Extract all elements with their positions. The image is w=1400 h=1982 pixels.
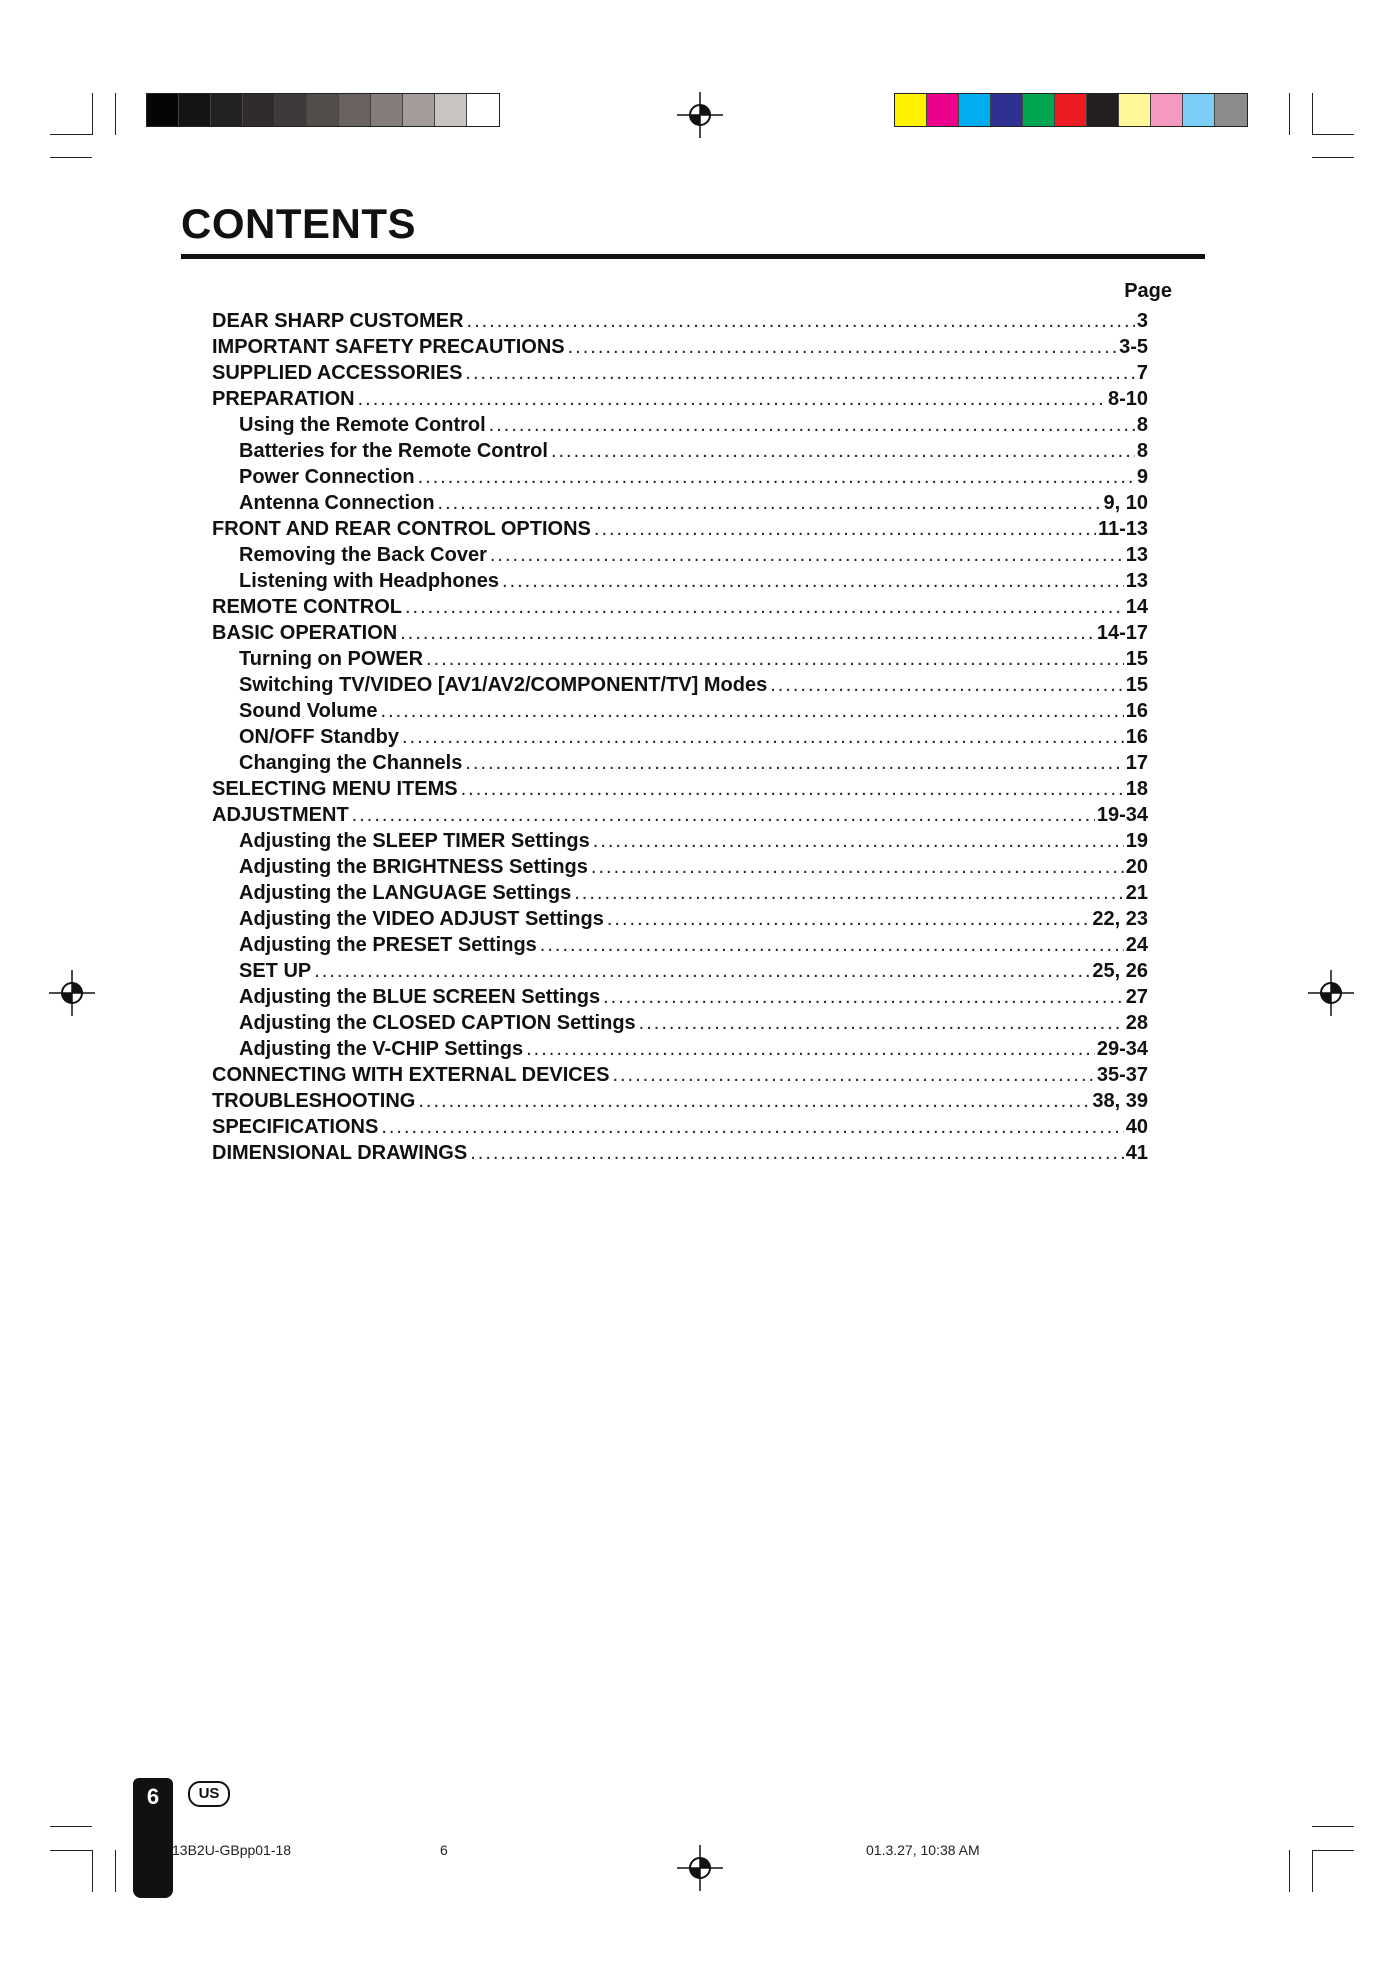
toc-entry-title: TROUBLESHOOTING [212,1090,418,1112]
toc-dot-leader [405,596,1124,618]
calibration-swatch [275,94,307,126]
toc-entry-title: Turning on POWER [239,648,426,670]
toc-dot-leader [568,336,1117,358]
toc-entry[interactable] [212,852,1148,878]
toc-entry-page: 7 [1136,362,1148,384]
calibration-swatch [1183,94,1215,126]
toc-entry[interactable] [212,1138,1148,1164]
toc-entry-title: Adjusting the VIDEO ADJUST Settings [239,908,607,930]
crop-mark-line [1312,134,1354,135]
toc-entry[interactable] [212,566,1148,592]
toc-entry-page: 27 [1125,986,1148,1008]
toc-dot-leader [591,856,1124,878]
toc-entry[interactable] [212,930,1148,956]
toc-entry[interactable] [212,332,1148,358]
toc-entry[interactable] [212,384,1148,410]
toc-entry-title: Removing the Back Cover [239,544,490,566]
toc-entry[interactable] [212,1112,1148,1138]
toc-dot-leader [540,934,1124,956]
toc-dot-leader [418,466,1135,488]
toc-dot-leader [639,1012,1124,1034]
toc-entry-page: 28 [1125,1012,1148,1034]
toc-entry-page: 19-34 [1096,804,1148,826]
toc-entry-page: 16 [1125,700,1148,722]
toc-entry-page: 38, 39 [1092,1090,1148,1112]
calibration-swatch [1151,94,1183,126]
toc-entry[interactable] [212,904,1148,930]
toc-entry-page: 19 [1125,830,1148,852]
toc-entry-page: 9, 10 [1103,492,1148,514]
page-column-label: Page [1124,280,1172,302]
crop-mark-line [50,1826,92,1827]
table-of-contents [212,306,1148,1164]
toc-entry[interactable] [212,982,1148,1008]
toc-dot-leader [551,440,1135,462]
calibration-swatch [1215,94,1247,126]
toc-dot-leader [467,310,1135,332]
registration-mark-icon [677,1845,723,1891]
calibration-swatch [1055,94,1087,126]
crop-mark-line [92,93,93,135]
toc-dot-leader [358,388,1106,410]
toc-entry-title: REMOTE CONTROL [212,596,405,618]
toc-entry-page: 16 [1125,726,1148,748]
toc-entry-page: 24 [1125,934,1148,956]
toc-entry-page: 14 [1125,596,1148,618]
toc-entry-title: BASIC OPERATION [212,622,400,644]
toc-entry-title: Changing the Channels [239,752,465,774]
toc-entry[interactable] [212,1060,1148,1086]
calibration-swatch [467,94,499,126]
toc-entry-title: DIMENSIONAL DRAWINGS [212,1142,470,1164]
grayscale-calibration-strip [146,93,500,127]
calibration-swatch [927,94,959,126]
footer-timestamp: 01.3.27, 10:38 AM [866,1842,980,1858]
toc-entry-page: 9 [1136,466,1148,488]
toc-entry-page: 40 [1125,1116,1148,1138]
toc-dot-leader [400,622,1095,644]
toc-entry-title: SPECIFICATIONS [212,1116,381,1138]
toc-dot-leader [418,1090,1090,1112]
crop-mark-line [1312,93,1313,135]
toc-entry-page: 29-34 [1096,1038,1148,1060]
toc-dot-leader [607,908,1091,930]
calibration-swatch [991,94,1023,126]
toc-dot-leader [461,778,1124,800]
color-calibration-strip [894,93,1248,127]
toc-entry-title: Power Connection [239,466,418,488]
toc-entry[interactable] [212,774,1148,800]
toc-entry-title: Adjusting the CLOSED CAPTION Settings [239,1012,639,1034]
toc-dot-leader [594,518,1096,540]
toc-entry-page: 22, 23 [1092,908,1148,930]
toc-dot-leader [526,1038,1095,1060]
toc-entry-page: 8-10 [1107,388,1148,410]
calibration-swatch [147,94,179,126]
crop-mark-line [92,1850,93,1892]
title-rule [181,254,1205,259]
toc-dot-leader [574,882,1124,904]
calibration-swatch [339,94,371,126]
toc-dot-leader [489,414,1135,436]
toc-entry-page: 35-37 [1096,1064,1148,1086]
toc-entry-page: 20 [1125,856,1148,878]
toc-entry[interactable] [212,644,1148,670]
calibration-swatch [895,94,927,126]
calibration-swatch [1119,94,1151,126]
toc-entry[interactable] [212,488,1148,514]
toc-entry[interactable] [212,878,1148,904]
toc-dot-leader [426,648,1124,670]
toc-entry-title: SELECTING MENU ITEMS [212,778,461,800]
toc-entry[interactable] [212,956,1148,982]
crop-mark-line [1312,1850,1313,1892]
page-title: CONTENTS [181,200,416,247]
toc-entry-page: 8 [1136,440,1148,462]
page-number: 6 [146,1784,160,1809]
toc-entry-page: 17 [1125,752,1148,774]
toc-entry-title: Adjusting the V-CHIP Settings [239,1038,526,1060]
toc-entry-title: IMPORTANT SAFETY PRECAUTIONS [212,336,568,358]
toc-dot-leader [381,1116,1123,1138]
toc-entry-page: 14-17 [1096,622,1148,644]
toc-entry-page: 11-13 [1097,518,1148,540]
crop-mark-line [1289,93,1290,135]
calibration-swatch [403,94,435,126]
toc-entry[interactable] [212,540,1148,566]
toc-entry-title: FRONT AND REAR CONTROL OPTIONS [212,518,594,540]
toc-entry[interactable] [212,514,1148,540]
toc-dot-leader [314,960,1090,982]
toc-entry-page: 15 [1125,674,1148,696]
region-badge: US [188,1781,230,1807]
toc-entry-page: 13 [1125,544,1148,566]
calibration-swatch [371,94,403,126]
toc-entry[interactable] [212,462,1148,488]
crop-mark-line [50,1850,92,1851]
crop-mark-line [50,157,92,158]
toc-entry-title: Batteries for the Remote Control [239,440,551,462]
registration-mark-icon [1308,970,1354,1016]
crop-mark-line [1312,157,1354,158]
toc-entry[interactable] [212,436,1148,462]
registration-mark-icon [49,970,95,1016]
crop-mark-line [50,134,92,135]
crop-mark-line [115,1850,116,1892]
calibration-swatch [307,94,339,126]
toc-dot-leader [402,726,1124,748]
toc-dot-leader [612,1064,1094,1086]
toc-dot-leader [593,830,1124,852]
toc-entry[interactable] [212,306,1148,332]
calibration-swatch [179,94,211,126]
footer-sheet-number: 6 [440,1842,448,1858]
toc-entry-page: 21 [1125,882,1148,904]
toc-entry-title: Adjusting the BLUE SCREEN Settings [239,986,603,1008]
toc-entry[interactable] [212,1008,1148,1034]
toc-entry-page: 3-5 [1119,336,1148,358]
toc-entry-page: 18 [1125,778,1148,800]
toc-entry[interactable] [212,748,1148,774]
toc-entry-page: 3 [1136,310,1148,332]
toc-entry[interactable] [212,800,1148,826]
toc-dot-leader [470,1142,1124,1164]
crop-mark-line [1312,1826,1354,1827]
toc-entry[interactable] [212,1086,1148,1112]
toc-entry[interactable] [212,618,1148,644]
calibration-swatch [243,94,275,126]
toc-entry-page: 25, 26 [1092,960,1148,982]
toc-dot-leader [438,492,1102,514]
toc-entry-title: Adjusting the PRESET Settings [239,934,540,956]
toc-entry[interactable] [212,722,1148,748]
toc-entry-title: Adjusting the BRIGHTNESS Settings [239,856,591,878]
calibration-swatch [435,94,467,126]
crop-mark-line [115,93,116,135]
toc-entry[interactable] [212,696,1148,722]
toc-entry-title: Adjusting the LANGUAGE Settings [239,882,574,904]
toc-entry-title: SET UP [239,960,314,982]
crop-mark-line [1289,1850,1290,1892]
crop-mark-line [1312,1850,1354,1851]
toc-entry-page: 15 [1125,648,1148,670]
calibration-swatch [1023,94,1055,126]
toc-entry-page: 8 [1136,414,1148,436]
toc-entry-page: 13 [1125,570,1148,592]
toc-entry[interactable] [212,826,1148,852]
toc-entry-title: SUPPLIED ACCESSORIES [212,362,465,384]
toc-entry[interactable] [212,358,1148,384]
toc-entry-title: Listening with Headphones [239,570,502,592]
footer-file-name: 13B2U-GBpp01-18 [172,1842,292,1858]
toc-entry-title: Switching TV/VIDEO [AV1/AV2/COMPONENT/TV] Modes [239,674,770,696]
toc-dot-leader [502,570,1124,592]
toc-entry-title: ADJUSTMENT [212,804,352,826]
toc-dot-leader [465,362,1134,384]
toc-entry[interactable] [212,1034,1148,1060]
toc-entry-title: CONNECTING WITH EXTERNAL DEVICES [212,1064,612,1086]
toc-entry[interactable] [212,410,1148,436]
toc-entry-title: Using the Remote Control [239,414,489,436]
toc-entry-title: DEAR SHARP CUSTOMER [212,310,467,332]
toc-entry-page: 41 [1125,1142,1148,1164]
toc-dot-leader [770,674,1124,696]
toc-dot-leader [490,544,1124,566]
registration-mark-icon [677,92,723,138]
toc-entry-title: Adjusting the SLEEP TIMER Settings [239,830,593,852]
toc-dot-leader [603,986,1124,1008]
calibration-swatch [211,94,243,126]
toc-entry[interactable] [212,670,1148,696]
calibration-swatch [959,94,991,126]
toc-entry-title: PREPARATION [212,388,358,410]
toc-entry[interactable] [212,592,1148,618]
toc-entry-title: Sound Volume [239,700,381,722]
toc-entry-title: Antenna Connection [239,492,438,514]
toc-dot-leader [352,804,1095,826]
calibration-swatch [1087,94,1119,126]
toc-entry-title: ON/OFF Standby [239,726,402,748]
toc-dot-leader [465,752,1123,774]
toc-dot-leader [381,700,1124,722]
